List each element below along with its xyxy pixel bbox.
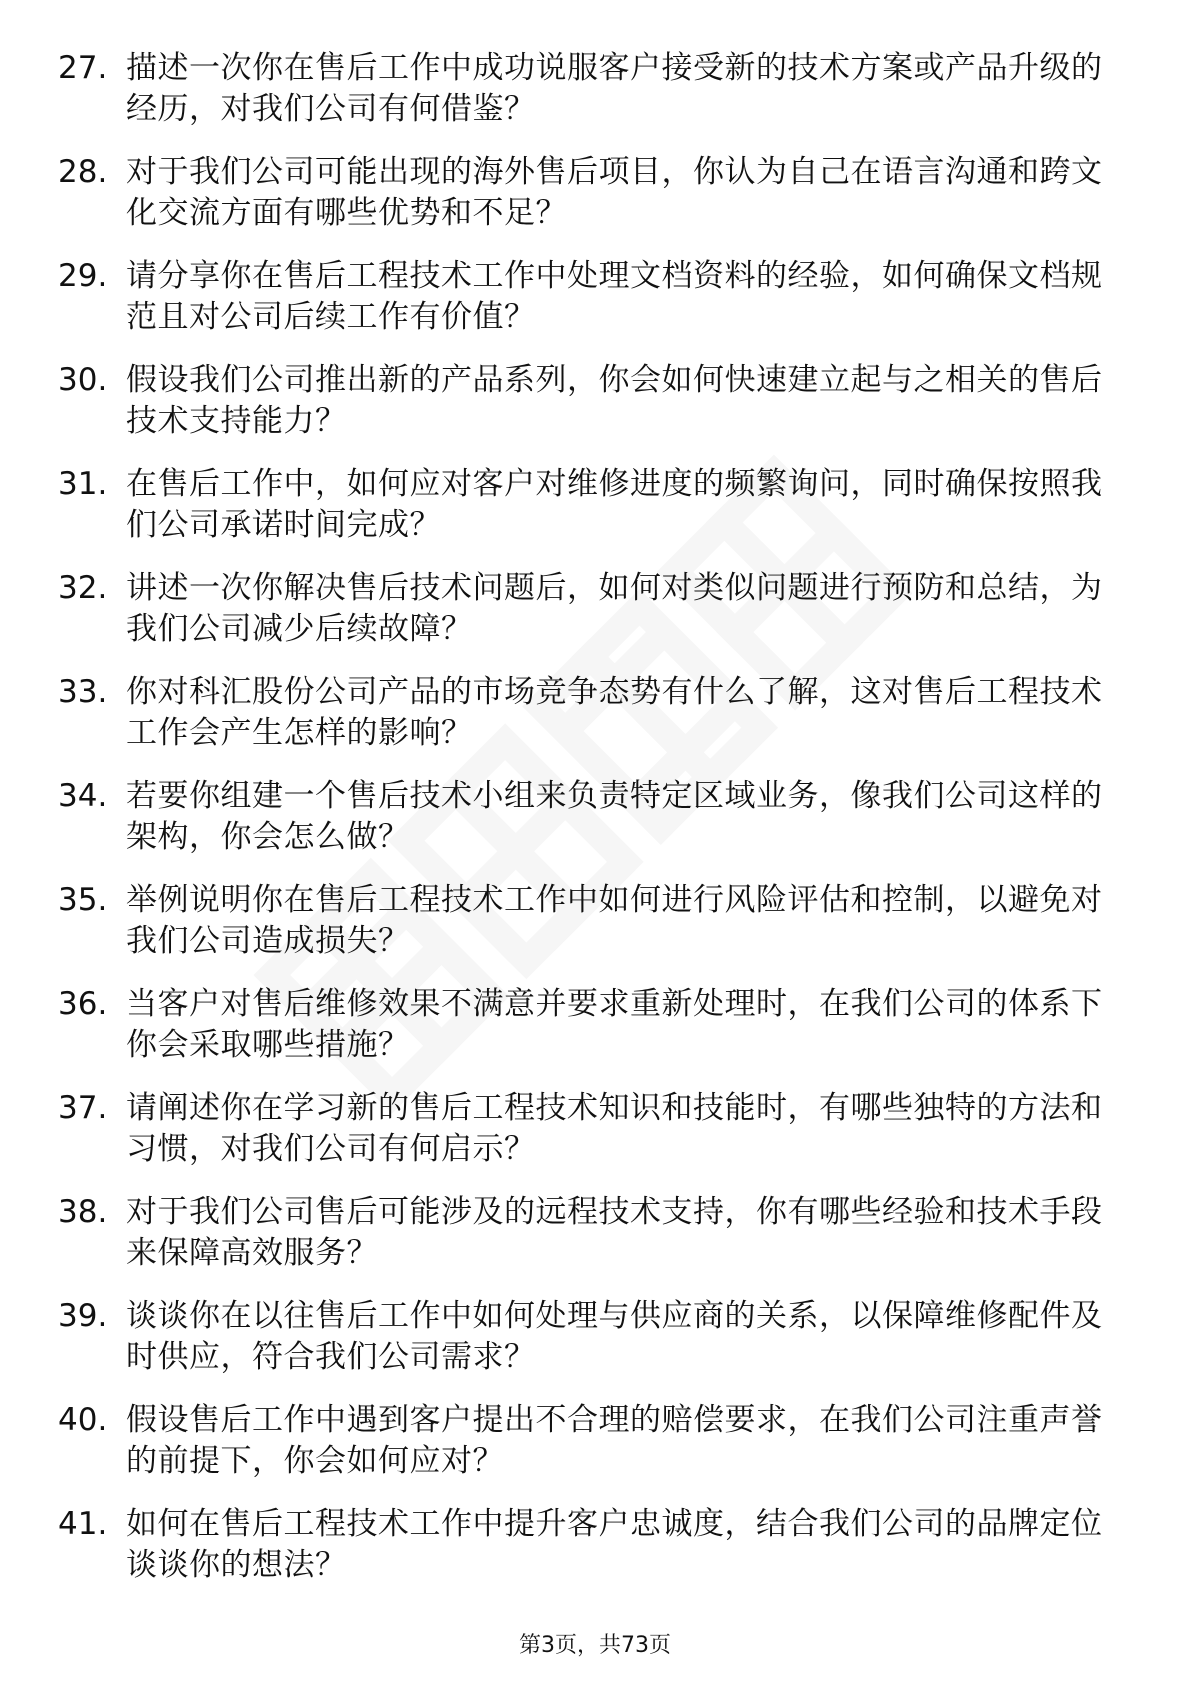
list-item bbox=[58, 464, 1118, 568]
question-number: 40. bbox=[58, 1402, 108, 1438]
question-number: 27. bbox=[58, 50, 108, 86]
question-text: 谈谈你在以往售后工作中如何处理与供应商的关系，以保障维修配件及时供应，符合我们公司需求？ bbox=[126, 1298, 1103, 1375]
question-text: 如何在售后工程技术工作中提升客户忠诚度，结合我们公司的品牌定位谈谈你的想法？ bbox=[126, 1506, 1103, 1583]
question-number: 29. bbox=[58, 258, 108, 294]
question-number: 41. bbox=[58, 1506, 108, 1542]
question-text: 对于我们公司可能出现的海外售后项目，你认为自己在语言沟通和跨文化交流方面有哪些优势和不足？ bbox=[126, 154, 1103, 231]
question-text: 举例说明你在售后工程技术工作中如何进行风险评估和控制，以避免对我们公司造成损失？ bbox=[126, 882, 1103, 959]
question-number: 35. bbox=[58, 882, 108, 918]
question-text: 讲述一次你解决售后技术问题后，如何对类似问题进行预防和总结，为我们公司减少后续故障？ bbox=[126, 570, 1103, 647]
question-number: 37. bbox=[58, 1090, 108, 1126]
list-item bbox=[58, 1504, 1118, 1608]
question-number: 36. bbox=[58, 986, 108, 1022]
question-number: 28. bbox=[58, 154, 108, 190]
question-number: 32. bbox=[58, 570, 108, 606]
list-item bbox=[58, 1088, 1118, 1192]
list-item bbox=[58, 1192, 1118, 1296]
list-item bbox=[58, 672, 1118, 776]
list-item bbox=[58, 776, 1118, 880]
question-number: 38. bbox=[58, 1194, 108, 1230]
list-item bbox=[58, 256, 1118, 360]
question-text: 对于我们公司售后可能涉及的远程技术支持，你有哪些经验和技术手段来保障高效服务？ bbox=[126, 1194, 1103, 1271]
page-number-label: 第3页，共73页 bbox=[519, 1633, 671, 1658]
question-text: 描述一次你在售后工作中成功说服客户接受新的技术方案或产品升级的经历，对我们公司有何借鉴？ bbox=[126, 50, 1103, 127]
question-text: 请分享你在售后工程技术工作中处理文档资料的经验，如何确保文档规范且对公司后续工作有价值？ bbox=[126, 258, 1103, 335]
question-text: 在售后工作中，如何应对客户对维修进度的频繁询问，同时确保按照我们公司承诺时间完成？ bbox=[126, 466, 1103, 543]
question-text: 假设售后工作中遇到客户提出不合理的赔偿要求，在我们公司注重声誉的前提下，你会如何应对？ bbox=[126, 1402, 1103, 1479]
list-item bbox=[58, 984, 1118, 1088]
list-item bbox=[58, 880, 1118, 984]
question-number: 39. bbox=[58, 1298, 108, 1334]
question-number: 34. bbox=[58, 778, 108, 814]
list-item bbox=[58, 1296, 1118, 1400]
page-footer bbox=[0, 1632, 1190, 1660]
question-number: 33. bbox=[58, 674, 108, 710]
question-text: 当客户对售后维修效果不满意并要求重新处理时，在我们公司的体系下你会采取哪些措施？ bbox=[126, 986, 1103, 1063]
list-item bbox=[58, 152, 1118, 256]
list-item bbox=[58, 48, 1118, 152]
question-text: 你对科汇股份公司产品的市场竞争态势有什么了解，这对售后工程技术工作会产生怎样的影响？ bbox=[126, 674, 1103, 751]
question-text: 请阐述你在学习新的售后工程技术知识和技能时，有哪些独特的方法和习惯，对我们公司有何启示？ bbox=[126, 1090, 1103, 1167]
list-item bbox=[58, 568, 1118, 672]
question-number: 31. bbox=[58, 466, 108, 502]
question-list bbox=[58, 48, 1118, 1608]
list-item bbox=[58, 360, 1118, 464]
question-number: 30. bbox=[58, 362, 108, 398]
question-text: 假设我们公司推出新的产品系列，你会如何快速建立起与之相关的售后技术支持能力？ bbox=[126, 362, 1103, 439]
question-text: 若要你组建一个售后技术小组来负责特定区域业务，像我们公司这样的架构，你会怎么做？ bbox=[126, 778, 1103, 855]
list-item bbox=[58, 1400, 1118, 1504]
